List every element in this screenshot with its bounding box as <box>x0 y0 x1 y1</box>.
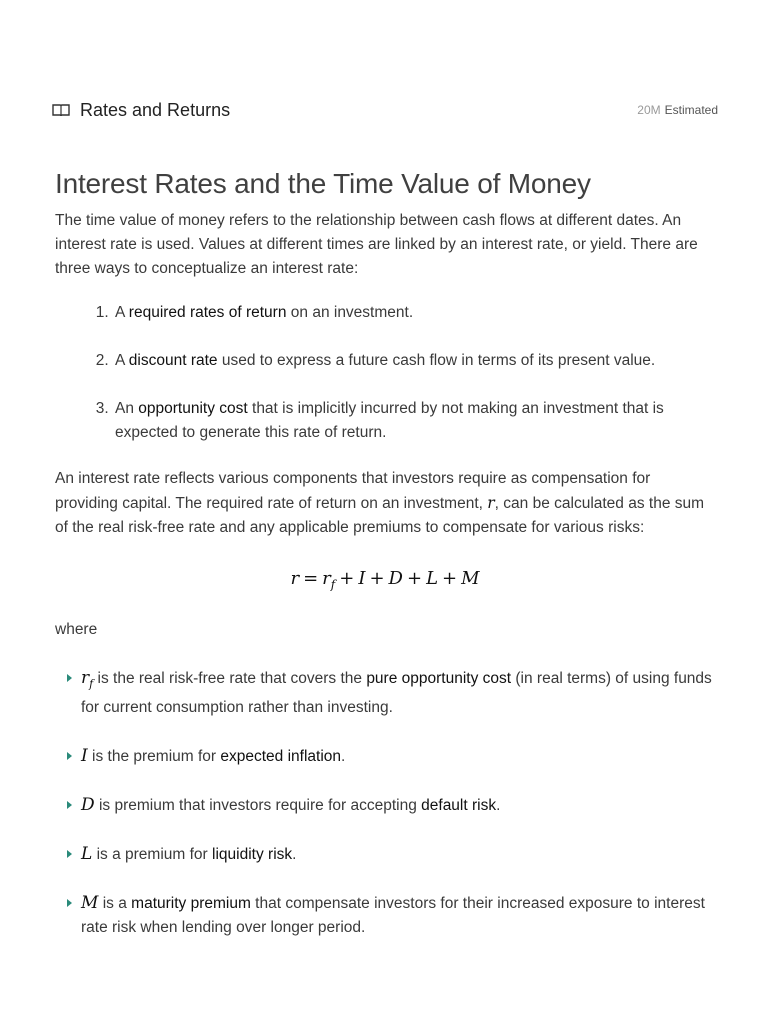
list-item-text: is a <box>98 894 132 912</box>
list-item <box>67 666 715 720</box>
formula-r: r <box>290 568 300 589</box>
list-item-text: . <box>292 845 297 863</box>
list-item-text: that is implicitly incurred by not making an investment that is expected to generate this rate of return. <box>115 400 664 441</box>
list-item <box>113 397 715 445</box>
intro-paragraph: The time value of money refers to the relationship between cash flows at different dates. An interest rate is used. Values at different times are linked by an interest rate, or yield. There are three ways to conceptualize an interest rate: <box>55 212 698 277</box>
bullet-triangle-icon <box>67 850 72 858</box>
symbol-i: I <box>81 745 88 766</box>
list-item-text: is premium that investors require for accepting <box>94 796 422 814</box>
symbol-d: D <box>81 794 95 815</box>
lesson-header <box>52 96 718 124</box>
term-maturity-premium: maturity premium <box>131 894 251 912</box>
list-item-text: . <box>341 747 346 765</box>
list-item-text: that compensate investors for their increased exposure to interest rate risk when lending over longer period. <box>81 894 705 936</box>
where-label: where <box>55 620 98 638</box>
term-required-rate: required rates of return <box>128 304 287 321</box>
duration-value: 20M <box>637 103 661 117</box>
lesson-title: Rates and Returns <box>80 99 231 120</box>
term-pure-opportunity-cost: pure opportunity cost <box>366 669 512 687</box>
var-r: r <box>487 494 495 512</box>
bullet-triangle-icon <box>67 801 72 809</box>
formula-l: L <box>426 568 439 589</box>
list-item-text: used to express a future cash flow in terms of its present value. <box>217 352 656 369</box>
estimated-label: Estimated <box>664 103 718 117</box>
term-opportunity-cost: opportunity cost <box>138 400 248 417</box>
main-content <box>55 165 715 964</box>
list-item-text: . <box>496 796 501 814</box>
symbol-text: r <box>81 667 90 688</box>
list-item-text: A <box>115 304 129 321</box>
formula-plus: + <box>442 568 458 589</box>
list-item <box>113 349 715 373</box>
term-default-risk: default risk <box>421 796 497 814</box>
paragraph-text: , can be calculated as the sum of the real risk-free rate and any applicable premiums to compensate for various risks: <box>55 495 705 536</box>
formula-d: D <box>388 568 403 589</box>
list-item-text: is the premium for <box>87 747 221 765</box>
symbol-rf <box>81 668 93 688</box>
symbol-m: M <box>81 892 99 913</box>
formula-m: M <box>461 568 480 589</box>
symbol-l: L <box>81 843 93 864</box>
formula-i: I <box>358 568 366 589</box>
components-paragraph <box>55 467 715 540</box>
list-item-text: is the real risk-free rate that covers the <box>93 669 367 687</box>
formula-equals: = <box>303 568 319 589</box>
term-discount-rate: discount rate <box>128 352 218 369</box>
term-expected-inflation: expected inflation <box>220 747 342 765</box>
lesson-header-left <box>52 100 230 121</box>
book-icon <box>52 102 70 118</box>
required-return-formula <box>55 568 715 592</box>
list-item <box>67 744 715 769</box>
list-item-text: A <box>115 352 129 369</box>
components-list <box>55 666 715 940</box>
list-item-text: (in real terms) of using funds for current consumption rather than investing. <box>81 669 712 716</box>
time-estimate <box>637 103 718 117</box>
page-title: Interest Rates and the Time Value of Money <box>55 168 591 199</box>
bullet-triangle-icon <box>67 752 72 760</box>
term-liquidity-risk: liquidity risk <box>212 845 293 863</box>
formula-plus: + <box>339 568 355 589</box>
interest-rate-ways-list <box>55 301 715 445</box>
list-item <box>67 842 715 867</box>
bullet-triangle-icon <box>67 674 72 682</box>
paragraph-text: An interest rate reflects various components that investors require as compensation for providing capital. The required rate of return on an investment, <box>55 470 651 512</box>
list-item <box>67 793 715 818</box>
list-item <box>113 301 715 325</box>
formula-plus: + <box>406 568 423 589</box>
bullet-triangle-icon <box>67 899 72 907</box>
list-item-text: is a premium for <box>92 845 213 863</box>
symbol-subscript: f <box>89 676 94 690</box>
list-item <box>67 891 715 940</box>
formula-rf: r <box>322 568 331 589</box>
formula-plus: + <box>369 568 385 589</box>
list-item-text: An <box>115 400 139 417</box>
formula-rf-sub: f <box>330 577 336 592</box>
list-item-text: on an investment. <box>286 304 414 321</box>
